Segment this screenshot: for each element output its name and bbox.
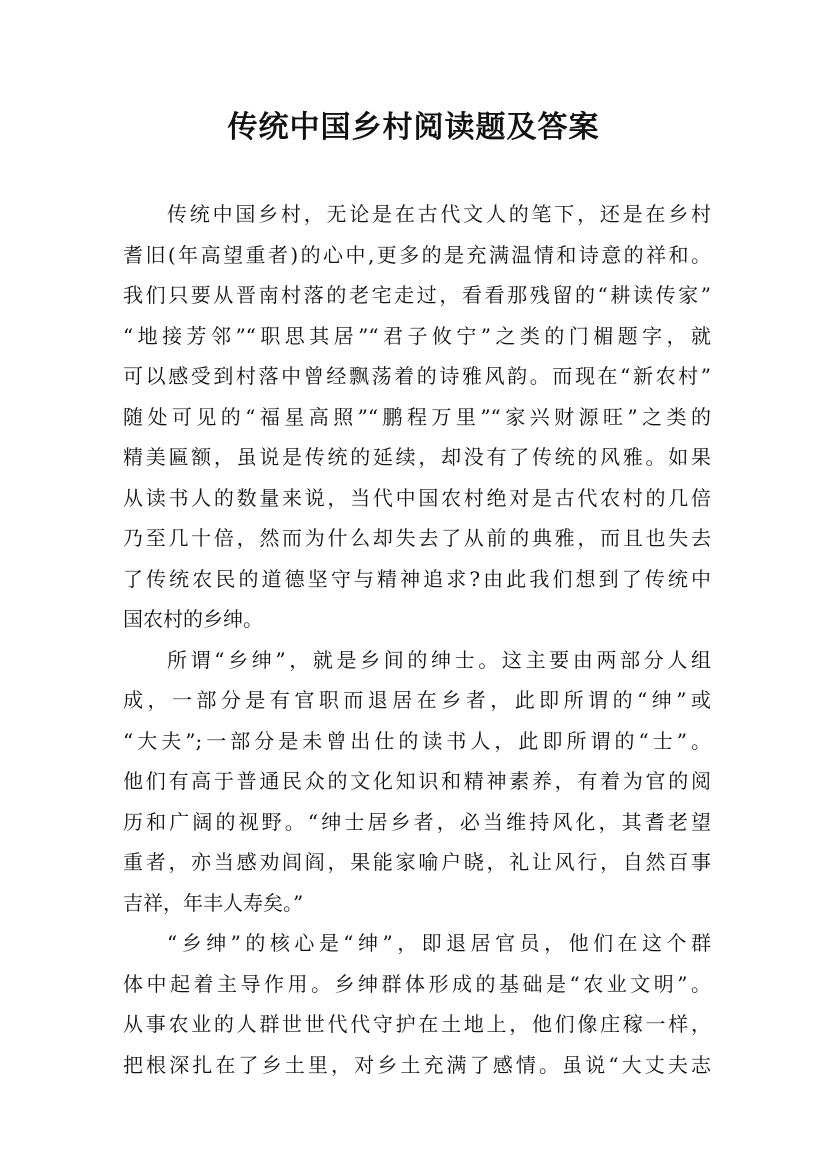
paragraph-1-line-9: 乃至几十倍，然而为什么却失去了从前的典雅，而且也失去: [123, 526, 711, 550]
paragraph-3-line-1: “乡绅”的核心是“绅”，即退居官员，他们在这个群: [167, 931, 711, 955]
paragraph-2-line-5: 历和广阔的视野。“绅士居乡者，必当维持风化，其耆老望: [123, 809, 711, 834]
document-body: [123, 194, 711, 1085]
paragraph-2-line-7: 吉祥，年丰人寿矣。”: [123, 890, 304, 915]
paragraph-1-line-1: 传统中国乡村，无论是在古代文人的笔下，还是在乡村: [167, 202, 711, 226]
paragraph-1-line-6: 随处可见的“福星高照”“鹏程万里”“家兴财源旺”之类的: [123, 404, 711, 429]
paragraph-2-line-3: “大夫”;一部分是未曾出仕的读书人，此即所谓的“士”。: [123, 728, 711, 753]
paragraph-1-line-4: “地接芳邻”“职思其居”“君子攸宁”之类的门楣题字，就: [123, 323, 711, 348]
paragraph-2-line-2: 成，一部分是有官职而退居在乡者，此即所谓的“绅”或: [123, 688, 711, 712]
paragraph-1-line-3: 我们只要从晋南村落的老宅走过，看看那残留的“耕读传家”: [123, 283, 711, 307]
paragraph-1-line-11: 国农村的乡绅。: [123, 607, 263, 631]
paragraph-3-line-2: 体中起着主导作用。乡绅群体形成的基础是“农业文明”。: [123, 971, 711, 996]
document-title: 传统中国乡村阅读题及答案: [227, 110, 600, 145]
paragraph-1-line-2: 耆旧(年高望重者)的心中,更多的是充满温情和诗意的祥和。: [123, 242, 711, 267]
paragraph-1-line-10: 了传统农民的道德坚守与精神追求?由此我们想到了传统中: [123, 566, 711, 591]
paragraph-2-line-1: 所谓“乡绅”，就是乡间的绅士。这主要由两部分人组: [167, 647, 711, 672]
paragraph-1-line-7: 精美匾额，虽说是传统的延续，却没有了传统的风雅。如果: [123, 445, 711, 469]
paragraph-1-line-5: 可以感受到村落中曾经飘荡着的诗雅风韵。而现在“新农村”: [123, 364, 711, 388]
paragraph-3-line-3: 从事农业的人群世世代代守护在土地上，他们像庄稼一样，: [123, 1012, 711, 1036]
paragraph-3-line-4: 把根深扎在了乡土里，对乡土充满了感情。虽说“大丈夫志: [123, 1052, 711, 1077]
paragraph-2-line-4: 他们有高于普通民众的文化知识和精神素养，有着为官的阅: [123, 769, 711, 793]
paragraph-1-line-8: 从读书人的数量来说，当代中国农村绝对是古代农村的几倍: [123, 485, 711, 510]
paragraph-2-line-6: 重者，亦当感劝闾阎，果能家喻户晓，礼让风行，自然百事: [123, 850, 711, 874]
